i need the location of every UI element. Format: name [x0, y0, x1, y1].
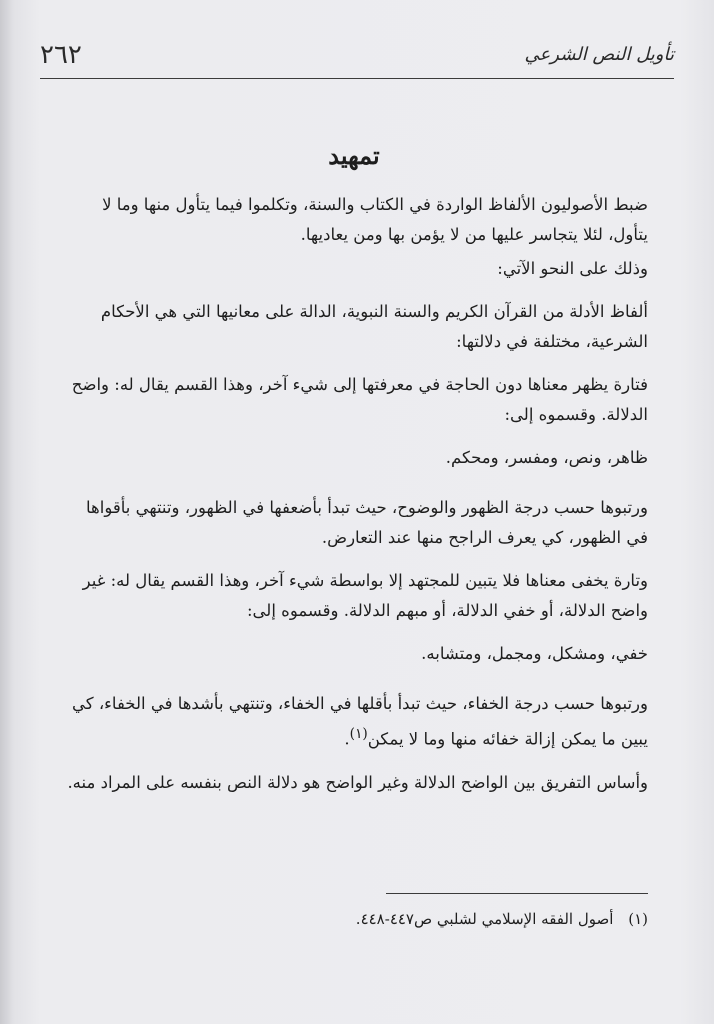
- page-number: ٢٦٢: [40, 40, 82, 70]
- footnote: [60, 910, 648, 928]
- category-list: خفي، ومشكل، ومجمل، ومتشابه.: [421, 644, 648, 663]
- paragraph: ألفاظ الأدلة من القرآن الكريم والسنة النبوية، الدالة على معانيها التي هي الأحكام الشرعية، مختلفة في دلالتها:: [100, 302, 648, 351]
- footnote-divider: [386, 893, 648, 894]
- paragraph-with-footnote: ورتبوها حسب درجة الخفاء، حيث تبدأ بأقلها في الخفاء، وتنتهي بأشدها في الخفاء، كي يبين ما يمكن إزالة خفائه منها وما لا يمكن$^{(١)}$.: [72, 694, 648, 749]
- page-body: [60, 138, 648, 811]
- footnote-reference: (١): [349, 726, 368, 742]
- page-header: [40, 40, 674, 79]
- footnote-text: أصول الفقه الإسلامي لشلبي ص٤٤٧-٤٤٨.: [355, 910, 614, 928]
- paragraph: وأساس التفريق بين الواضح الدلالة وغير الواضح هو دلالة النص بنفسه على المراد منه.: [67, 772, 648, 792]
- paragraph: فتارة يظهر معناها دون الحاجة في معرفتها إلى شيء آخر، وهذا القسم يقال له: واضح الدلالة. وقسموه إلى:: [71, 375, 648, 424]
- footnote-marker: (١): [628, 910, 648, 928]
- paragraph: وذلك على النحو الآتي:: [497, 259, 648, 278]
- section-title: تمهيد: [328, 141, 380, 170]
- paragraph: وتارة يخفى معناها فلا يتبين للمجتهد إلا بواسطة شيء آخر، وهذا القسم يقال له: غير واضح الدلالة، أو خفي الدلالة، أو مبهم الدلالة. وقسموه إلى:: [82, 571, 648, 620]
- category-list: ظاهر، ونص، ومفسر، ومحكم.: [445, 448, 648, 467]
- paragraph: ضبط الأصوليون الألفاظ الواردة في الكتاب والسنة، وتكلموا فيما يتأول منها وما لا يتأول، لئلا يتجاسر عليها من لا يؤمن بها ومن يعاديها.: [102, 195, 648, 244]
- running-title: تأويل النص الشرعي: [524, 44, 674, 65]
- paragraph: ورتبوها حسب درجة الظهور والوضوح، حيث تبدأ بأضعفها في الظهور، وتنتهي بأقواها في الظهور، كي يعرف الراجح منها عند التعارض.: [86, 498, 648, 547]
- paragraph-text: ورتبوها حسب درجة الخفاء، حيث تبدأ بأقلها في الخفاء، وتنتهي بأشدها في الخفاء، كي يبين ما يمكن إزالة خفائه منها وما لا يمكن: [72, 694, 648, 749]
